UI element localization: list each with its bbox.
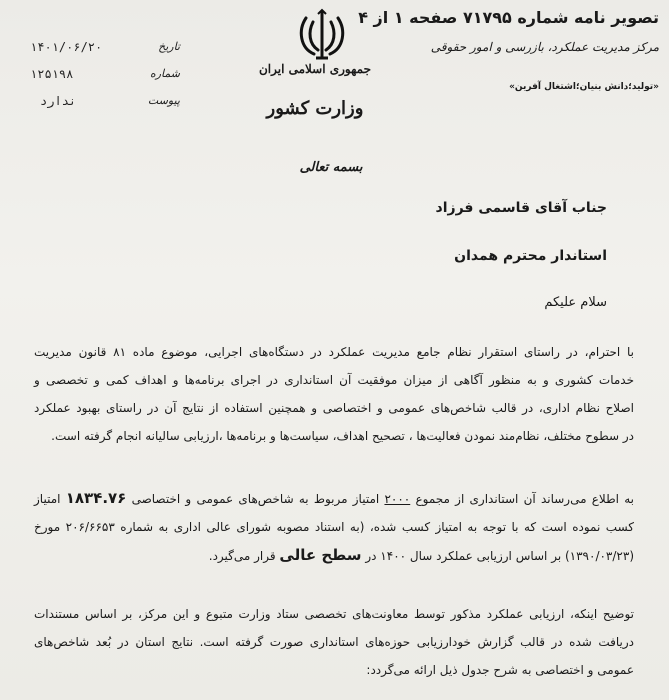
paragraph-line: خدمات کشوری و به منظور آگاهی از میزان موفقیت آن استانداری در اجرای برنامه‌ها و اهداف کمی و تخصصی و bbox=[34, 373, 634, 387]
result-text: امتیاز مربوط به شاخص‌های عمومی و اختصاصی bbox=[131, 492, 380, 506]
number-label: شماره bbox=[149, 67, 180, 80]
result-text: قرار می‌گیرد. bbox=[208, 549, 276, 563]
performance-level: سطح عالی bbox=[279, 546, 362, 564]
paragraph-line: دریافت شده در قالب گزارش خودارزیابی حوزه‌های استانداری صورت گرفته است. نتایج استان در بُعد شاخص‌های bbox=[34, 635, 634, 649]
paragraph-line bbox=[34, 484, 634, 513]
slogan: «تولید؛دانش بنیان؛اشتغال آفرین» bbox=[509, 82, 659, 92]
result-text: امتیاز bbox=[34, 492, 61, 506]
date-row bbox=[30, 40, 180, 60]
result-text: (۱۳۹۰/۰۳/۲۳) بر اساس ارزیابی عملکرد سال ۱۴۰۰ در bbox=[365, 549, 634, 563]
addressee: جناب آقای قاسمی فرزاد bbox=[435, 200, 607, 216]
date-label: تاریخ bbox=[158, 40, 180, 53]
date-value: ۱۴۰۱/۰۶/۲۰ bbox=[30, 40, 103, 54]
paragraph-intro bbox=[34, 338, 634, 450]
country-name: جمهوری اسلامی ایران bbox=[258, 62, 372, 76]
paragraph-line bbox=[34, 541, 634, 570]
paragraph-line: اصلاح نظام اداری، در قالب شاخص‌های عمومی و اختصاصی و همچنین استفاده از نتایج آن در راستای بهبود عملکرد bbox=[34, 401, 634, 415]
greeting: سلام علیکم bbox=[544, 295, 607, 310]
paragraph-line: توضیح اینکه، ارزیابی عملکرد مذکور توسط معاونت‌های تخصصی ستاد وزارت متبوع و این مرکز، بر اساس مستندات bbox=[34, 607, 634, 621]
addressee-position: استاندار محترم همدان bbox=[454, 248, 607, 264]
attachment-value: ندارد bbox=[40, 94, 77, 108]
paragraph-line: با احترام، در راستای استقرار نظام جامع مدیریت عملکرد در دستگاه‌های اجرایی، موضوع ماده ۸۱ قانون مدیریت bbox=[34, 345, 634, 359]
earned-score: ۱۸۳۴.۷۶ bbox=[65, 489, 127, 507]
paragraph-line: عمومی و اختصاصی به شرح جدول ذیل ارائه می‌گردد: bbox=[366, 663, 634, 677]
paragraph-line: در سطوح مختلف، نظام‌مند نمودن فعالیت‌ها ، تصحیح اهداف، سیاست‌ها و برنامه‌ها ،ارزیابی سالیانه انجام گرفته است. bbox=[51, 429, 634, 443]
basmala: بسمه تعالی bbox=[299, 160, 363, 175]
attachment-row bbox=[30, 94, 180, 114]
total-score: ۲۰۰۰ bbox=[384, 492, 411, 506]
paragraph-result bbox=[34, 484, 634, 570]
ministry-name: وزارت کشور bbox=[266, 98, 364, 119]
letter-copy-title: تصویر نامه شماره ۷۱۷۹۵ صفحه ۱ از ۴ bbox=[358, 8, 659, 27]
result-text: به اطلاع می‌رساند آن استانداری از مجموع bbox=[415, 492, 634, 506]
iran-emblem-icon bbox=[296, 8, 348, 64]
paragraph-line: کسب نموده است که با توجه به امتیاز کسب شده، (به استناد مصوبه شورای عالی اداری به شماره ۲۰۶/۶۶۵۳ مورخ bbox=[34, 520, 634, 534]
attachment-label: پیوست bbox=[147, 94, 180, 107]
department-name: مرکز مدیریت عملکرد، بازرسی و امور حقوقی bbox=[430, 40, 659, 54]
number-row bbox=[30, 67, 180, 87]
paragraph-explanation bbox=[34, 600, 634, 684]
number-value: ۱۲۵۱۹۸ bbox=[30, 67, 74, 81]
